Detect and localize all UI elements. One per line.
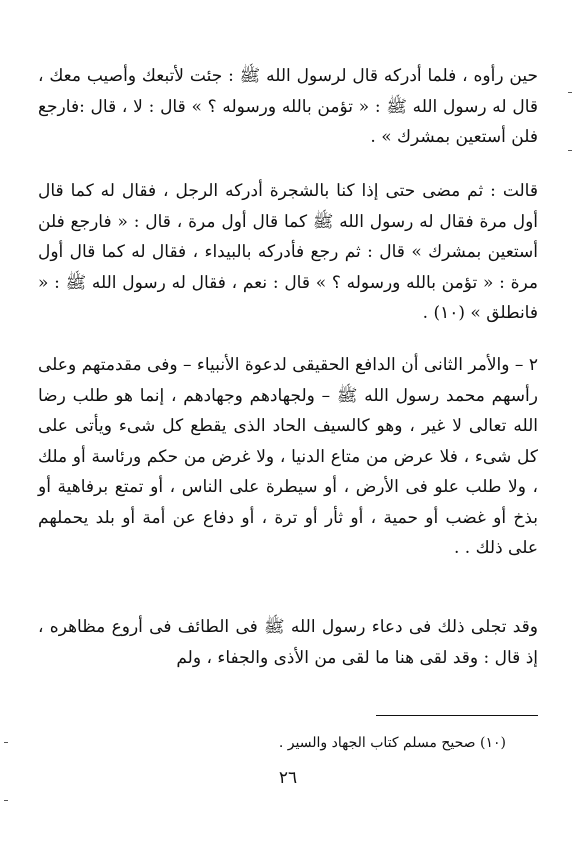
paragraph-3: ٢ – والأمر الثانى أن الدافع الحقيقى لدعوة الأنبياء – وفى مقدمتهم وعلى رأسهم محمد رسول الله ﷺ – ولجهادهم وجهادهم ، إنما هو طلب رضا الله تعالى لا غير ، وهو كالسيف الحاد الذى يقطع كل شىء ويأتى على كل شىء ، فلا عرض من متاع الدنيا ، ولا غرض من حكم ورئاسة أو ملك ، ولا طلب علو فى الأرض ، أو سيطرة على الناس ، أو تمتع برفاهية أو بذخ أو غضب أو حمية ، أو ثأر أو ترة ، أو دفاع عن أمة أو بلد يحملهم على ذلك . . [38, 355, 538, 558]
paragraph-1: حين رأوه ، فلما أدركه قال لرسول الله ﷺ : جئت لأتبعك وأصيب معك ، قال له رسول الله ﷺ : « تؤمن بالله ورسوله ؟ » قال : لا ، قال :فارجع فلن أستعين بمشرك » . [38, 66, 538, 147]
paragraph-4: وقد تجلى ذلك فى دعاء رسول الله ﷺ فى الطائف فى أروع مظاهره ، إذ قال : وقد لقى هنا ما لقى من الأذى والجفاء ، ولم [38, 617, 538, 668]
footnote-divider [376, 715, 538, 716]
margin-mark [4, 742, 8, 743]
page-number: ٢٦ [278, 768, 298, 788]
paragraph-2: قالت : ثم مضى حتى إذا كنا بالشجرة أدركه الرجل ، فقال له كما قال أول مرة فقال له رسول الله ﷺ كما قال أول مرة ، قال : « فارجع فلن أستعين بمشرك » قال : ثم رجع فأدركه بالبيداء ، فقال له كما قال أول مرة : « تؤمن بالله ورسوله ؟ » قال : نعم ، فقال له رسول الله ﷺ : « فانطلق » (١٠) . [38, 181, 538, 323]
footnote: (١٠) صحيح مسلم كتاب الجهاد والسير . [278, 735, 506, 751]
margin-mark [4, 800, 8, 801]
margin-mark [568, 150, 572, 151]
margin-mark [568, 92, 572, 93]
